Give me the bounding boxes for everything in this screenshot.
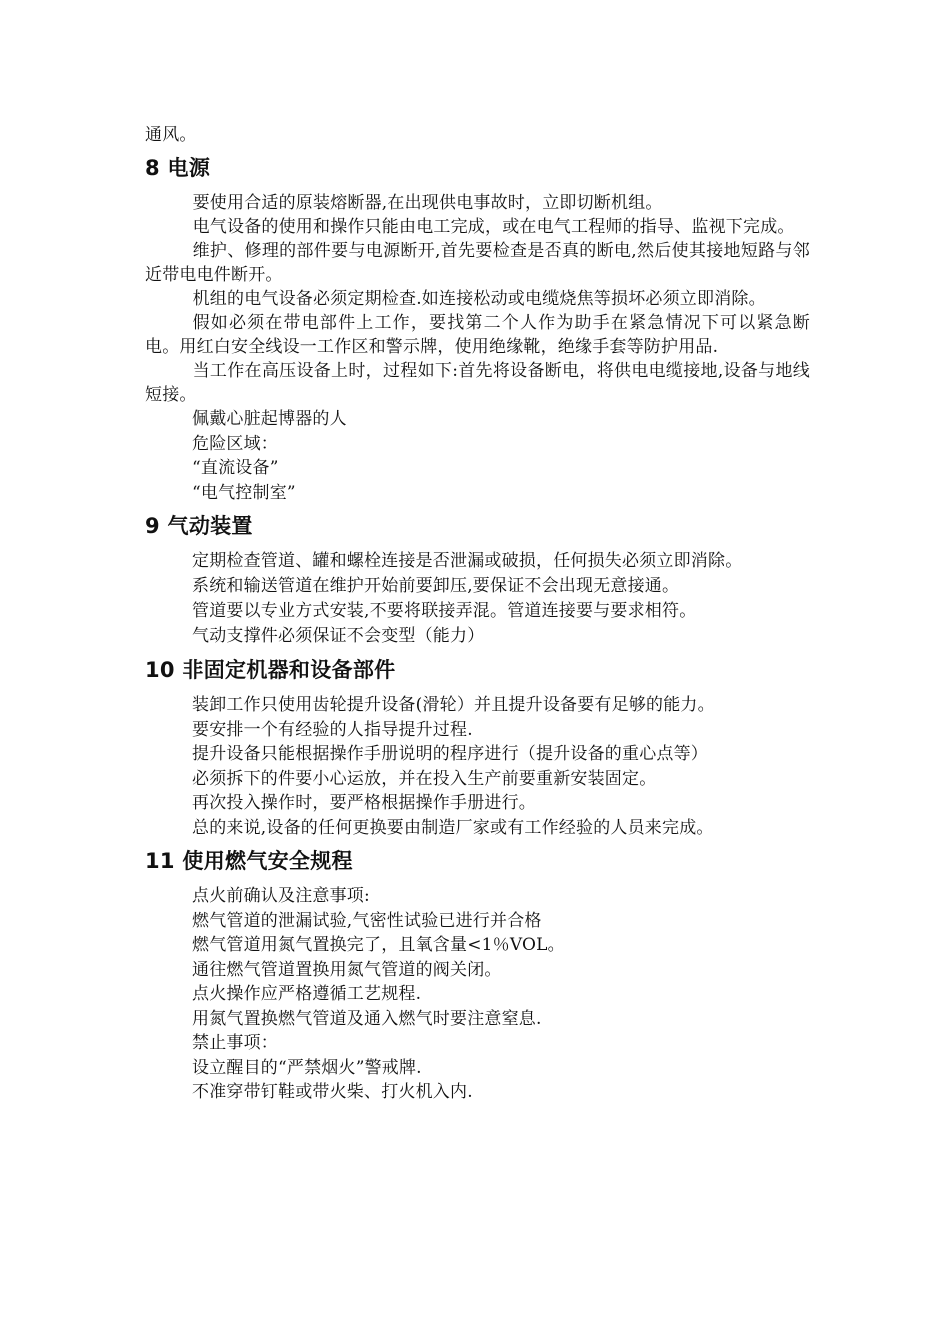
section-heading: 11 使用燃气安全规程	[145, 849, 353, 873]
text-line: 再次投入操作时，要严格根据操作手册进行。	[192, 793, 536, 813]
paragraph: 要使用合适的原装熔断器,在出现供电事故时，立即切断机组。	[192, 193, 663, 213]
text-line: 佩戴心脏起博器的人	[192, 409, 347, 429]
text-line: 系统和输送管道在维护开始前要卸压,要保证不会出现无意接通。	[192, 576, 680, 596]
text-line: 通往燃气管道置换用氮气管道的阀关闭。	[192, 959, 502, 980]
intro-text: 通风。	[145, 125, 197, 145]
text-line: “电气控制室”	[192, 482, 296, 503]
text-line: 危险区域：	[192, 433, 278, 454]
text-line: 点火前确认及注意事项:	[192, 886, 370, 906]
section-heading: 8 电源	[145, 156, 211, 180]
text-line: 设立醒目的“严禁烟火”警戒牌.	[192, 1057, 422, 1078]
text-line: 提升设备只能根据操作手册说明的程序进行（提升设备的重心点等）	[192, 744, 708, 764]
paragraph: 当工作在高压设备上时，过程如下:首先将设备断电，将供电电缆接地,设备与地线短接。	[145, 361, 810, 405]
paragraph: 电气设备的使用和操作只能由电工完成，或在电气工程师的指导、监视下完成。	[192, 217, 795, 237]
text-line: 燃气管道用氮气置换完了，且氧含量<1％VOL。	[192, 935, 565, 955]
text-line: 气动支撑件必须保证不会变型（能力）	[192, 626, 485, 646]
text-line: 不准穿带钉鞋或带火柴、打火机入内.	[192, 1082, 473, 1102]
paragraph: 机组的电气设备必须定期检查.如连接松动或电缆烧焦等损坏必须立即消除。	[192, 289, 766, 309]
section-non-fixed-parts	[145, 655, 810, 840]
paragraph: 维护、修理的部件要与电源断开,首先要检查是否真的断电,然后使其接地短路与邻近带电电件断开。	[145, 241, 810, 285]
text-line: 总的来说,设备的任何更换要由制造厂家或有工作经验的人员来完成。	[192, 817, 714, 838]
text-line: 要安排一个有经验的人指导提升过程.	[192, 719, 473, 740]
section-heading: 10 非固定机器和设备部件	[145, 658, 396, 682]
text-line: 点火操作应严格遵循工艺规程.	[192, 984, 422, 1004]
text-line: 禁止事项：	[192, 1033, 278, 1053]
text-line: 定期检查管道、罐和螺栓连接是否泄漏或破损，任何损失必须立即消除。	[192, 551, 743, 571]
paragraph: 假如必须在带电部件上工作，要找第二个人作为助手在紧急情况下可以紧急断电。用红白安全线设一工作区和警示牌，使用绝缘靴，绝缘手套等防护用品.	[145, 313, 810, 357]
text-line: 用氮气置换燃气管道及通入燃气时要注意窒息.	[192, 1008, 542, 1029]
section-power	[145, 153, 810, 505]
section-gas-safety	[145, 846, 810, 1105]
text-line: “直流设备”	[192, 458, 279, 478]
text-line: 必须拆下的件要小心运放，并在投入生产前要重新安装固定。	[192, 768, 657, 789]
text-line: 管道要以专业方式安装,不要将联接弄混。管道连接要与要求相符。	[192, 601, 697, 621]
section-pneumatics	[145, 511, 810, 649]
text-line: 装卸工作只使用齿轮提升设备(滑轮）并且提升设备要有足够的能力。	[192, 695, 715, 715]
section-heading: 9 气动装置	[145, 514, 253, 538]
text-line: 燃气管道的泄漏试验,气密性试验已进行并合格	[192, 910, 542, 931]
document-page	[145, 123, 810, 1105]
